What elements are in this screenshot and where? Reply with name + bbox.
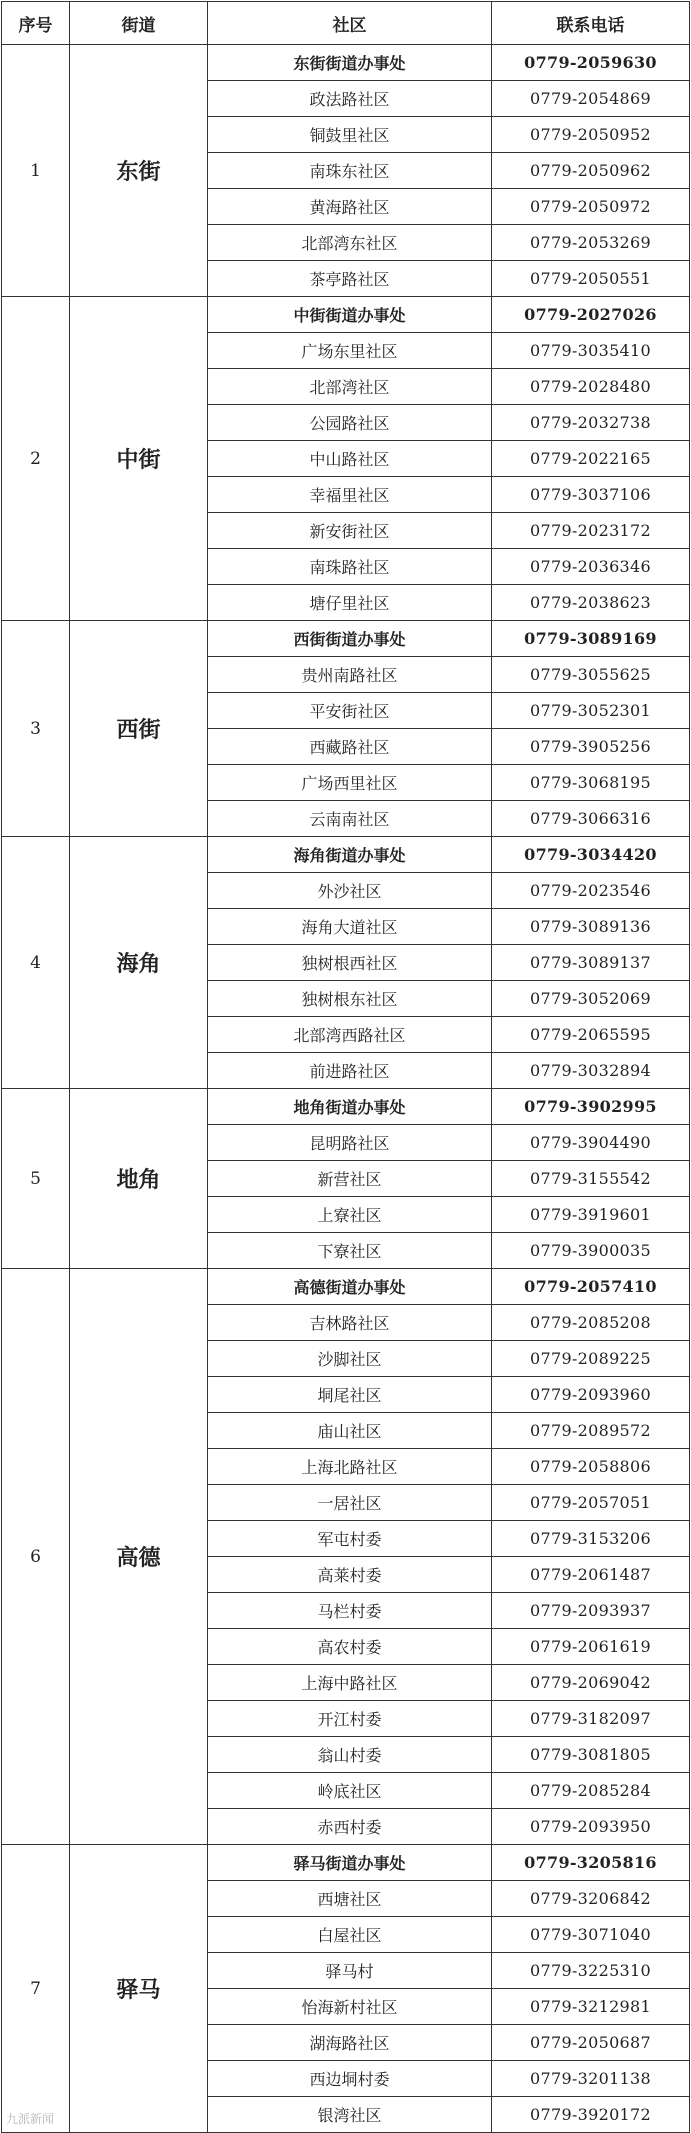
community-cell: 政法路社区 — [208, 81, 492, 117]
table-body — [2, 45, 690, 2133]
street-cell: 西街 — [70, 621, 208, 837]
office-row — [2, 1269, 690, 1305]
office-row — [2, 837, 690, 873]
community-cell: 西边垌村委 — [208, 2061, 492, 2097]
phone-cell: 0779-2054869 — [492, 81, 690, 117]
phone-cell: 0779-3920172 — [492, 2097, 690, 2133]
phone-cell: 0779-3089137 — [492, 945, 690, 981]
phone-cell: 0779-2032738 — [492, 405, 690, 441]
header-row — [2, 2, 690, 45]
phone-cell: 0779-3212981 — [492, 1989, 690, 2025]
phone-cell: 0779-2057410 — [492, 1269, 690, 1305]
community-cell: 下寮社区 — [208, 1233, 492, 1269]
community-cell: 垌尾社区 — [208, 1377, 492, 1413]
community-cell: 赤西村委 — [208, 1809, 492, 1845]
phone-cell: 0779-3089169 — [492, 621, 690, 657]
community-cell: 东街街道办事处 — [208, 45, 492, 81]
community-cell: 广场东里社区 — [208, 333, 492, 369]
phone-cell: 0779-2089225 — [492, 1341, 690, 1377]
contact-table — [1, 1, 690, 2133]
phone-cell: 0779-2050551 — [492, 261, 690, 297]
phone-cell: 0779-3902995 — [492, 1089, 690, 1125]
community-cell: 上海中路社区 — [208, 1665, 492, 1701]
community-cell: 塘仔里社区 — [208, 585, 492, 621]
phone-cell: 0779-3052069 — [492, 981, 690, 1017]
seq-cell: 6 — [2, 1269, 70, 1845]
community-cell: 一居社区 — [208, 1485, 492, 1521]
community-cell: 西藏路社区 — [208, 729, 492, 765]
phone-cell: 0779-2050687 — [492, 2025, 690, 2061]
phone-cell: 0779-3225310 — [492, 1953, 690, 1989]
phone-cell: 0779-3206842 — [492, 1881, 690, 1917]
phone-cell: 0779-2050962 — [492, 153, 690, 189]
phone-cell: 0779-2038623 — [492, 585, 690, 621]
community-cell: 中街街道办事处 — [208, 297, 492, 333]
street-cell: 高德 — [70, 1269, 208, 1845]
phone-cell: 0779-2069042 — [492, 1665, 690, 1701]
community-cell: 南珠路社区 — [208, 549, 492, 585]
seq-cell: 4 — [2, 837, 70, 1089]
office-row — [2, 1845, 690, 1881]
phone-cell: 0779-3071040 — [492, 1917, 690, 1953]
community-cell: 独树根西社区 — [208, 945, 492, 981]
street-cell: 地角 — [70, 1089, 208, 1269]
phone-cell: 0779-3155542 — [492, 1161, 690, 1197]
community-cell: 昆明路社区 — [208, 1125, 492, 1161]
phone-cell: 0779-3153206 — [492, 1521, 690, 1557]
community-cell: 湖海路社区 — [208, 2025, 492, 2061]
phone-cell: 0779-2028480 — [492, 369, 690, 405]
community-cell: 幸福里社区 — [208, 477, 492, 513]
phone-cell: 0779-2027026 — [492, 297, 690, 333]
community-cell: 海角街道办事处 — [208, 837, 492, 873]
community-cell: 外沙社区 — [208, 873, 492, 909]
phone-cell: 0779-3052301 — [492, 693, 690, 729]
phone-cell: 0779-2053269 — [492, 225, 690, 261]
office-row — [2, 1089, 690, 1125]
community-cell: 西塘社区 — [208, 1881, 492, 1917]
phone-cell: 0779-3089136 — [492, 909, 690, 945]
community-cell: 茶亭路社区 — [208, 261, 492, 297]
phone-cell: 0779-2093950 — [492, 1809, 690, 1845]
community-cell: 高德街道办事处 — [208, 1269, 492, 1305]
community-cell: 黄海路社区 — [208, 189, 492, 225]
community-cell: 中山路社区 — [208, 441, 492, 477]
street-cell: 中街 — [70, 297, 208, 621]
community-cell: 南珠东社区 — [208, 153, 492, 189]
community-cell: 海角大道社区 — [208, 909, 492, 945]
community-cell: 独树根东社区 — [208, 981, 492, 1017]
phone-cell: 0779-3900035 — [492, 1233, 690, 1269]
phone-cell: 0779-2085208 — [492, 1305, 690, 1341]
header-phone: 联系电话 — [492, 2, 690, 45]
community-cell: 北部湾东社区 — [208, 225, 492, 261]
phone-cell: 0779-3081805 — [492, 1737, 690, 1773]
office-row — [2, 621, 690, 657]
community-cell: 公园路社区 — [208, 405, 492, 441]
community-cell: 贵州南路社区 — [208, 657, 492, 693]
community-cell: 广场西里社区 — [208, 765, 492, 801]
phone-cell: 0779-2085284 — [492, 1773, 690, 1809]
phone-cell: 0779-3035410 — [492, 333, 690, 369]
community-cell: 白屋社区 — [208, 1917, 492, 1953]
community-cell: 驿马村 — [208, 1953, 492, 1989]
phone-cell: 0779-2023172 — [492, 513, 690, 549]
phone-cell: 0779-3905256 — [492, 729, 690, 765]
street-cell: 驿马 — [70, 1845, 208, 2133]
phone-cell: 0779-3182097 — [492, 1701, 690, 1737]
community-cell: 怡海新村社区 — [208, 1989, 492, 2025]
seq-cell: 3 — [2, 621, 70, 837]
phone-cell: 0779-2050972 — [492, 189, 690, 225]
seq-cell: 2 — [2, 297, 70, 621]
community-cell: 翁山村委 — [208, 1737, 492, 1773]
header-seq: 序号 — [2, 2, 70, 45]
community-cell: 新营社区 — [208, 1161, 492, 1197]
community-cell: 驿马街道办事处 — [208, 1845, 492, 1881]
seq-cell: 1 — [2, 45, 70, 297]
header-street: 街道 — [70, 2, 208, 45]
community-cell: 前进路社区 — [208, 1053, 492, 1089]
community-cell: 铜鼓里社区 — [208, 117, 492, 153]
phone-cell: 0779-3037106 — [492, 477, 690, 513]
community-cell: 岭底社区 — [208, 1773, 492, 1809]
phone-cell: 0779-2023546 — [492, 873, 690, 909]
seq-cell: 5 — [2, 1089, 70, 1269]
phone-cell: 0779-2059630 — [492, 45, 690, 81]
community-cell: 马栏村委 — [208, 1593, 492, 1629]
community-cell: 银湾社区 — [208, 2097, 492, 2133]
community-cell: 云南南社区 — [208, 801, 492, 837]
street-cell: 海角 — [70, 837, 208, 1089]
phone-cell: 0779-3068195 — [492, 765, 690, 801]
community-cell: 沙脚社区 — [208, 1341, 492, 1377]
watermark: 九派新闻 — [6, 2112, 55, 2126]
phone-cell: 0779-3034420 — [492, 837, 690, 873]
phone-cell: 0779-2050952 — [492, 117, 690, 153]
community-cell: 新安街社区 — [208, 513, 492, 549]
street-cell: 东街 — [70, 45, 208, 297]
phone-cell: 0779-2036346 — [492, 549, 690, 585]
phone-cell: 0779-3205816 — [492, 1845, 690, 1881]
office-row — [2, 45, 690, 81]
phone-cell: 0779-2061487 — [492, 1557, 690, 1593]
phone-cell: 0779-3032894 — [492, 1053, 690, 1089]
phone-cell: 0779-3066316 — [492, 801, 690, 837]
community-cell: 庙山社区 — [208, 1413, 492, 1449]
community-cell: 西街街道办事处 — [208, 621, 492, 657]
community-cell: 地角街道办事处 — [208, 1089, 492, 1125]
phone-cell: 0779-2065595 — [492, 1017, 690, 1053]
phone-cell: 0779-2022165 — [492, 441, 690, 477]
phone-cell: 0779-3904490 — [492, 1125, 690, 1161]
community-cell: 北部湾西路社区 — [208, 1017, 492, 1053]
phone-cell: 0779-3919601 — [492, 1197, 690, 1233]
phone-cell: 0779-2093937 — [492, 1593, 690, 1629]
phone-cell: 0779-2093960 — [492, 1377, 690, 1413]
office-row — [2, 297, 690, 333]
phone-cell: 0779-2058806 — [492, 1449, 690, 1485]
community-cell: 军屯村委 — [208, 1521, 492, 1557]
community-cell: 开江村委 — [208, 1701, 492, 1737]
seq-cell: 7 — [2, 1845, 70, 2133]
phone-cell: 0779-2061619 — [492, 1629, 690, 1665]
community-cell: 高农村委 — [208, 1629, 492, 1665]
phone-cell: 0779-2057051 — [492, 1485, 690, 1521]
phone-cell: 0779-3055625 — [492, 657, 690, 693]
phone-cell: 0779-2089572 — [492, 1413, 690, 1449]
community-cell: 吉林路社区 — [208, 1305, 492, 1341]
header-community: 社区 — [208, 2, 492, 45]
community-cell: 高莱村委 — [208, 1557, 492, 1593]
community-cell: 上海北路社区 — [208, 1449, 492, 1485]
community-cell: 平安街社区 — [208, 693, 492, 729]
community-cell: 上寮社区 — [208, 1197, 492, 1233]
phone-cell: 0779-3201138 — [492, 2061, 690, 2097]
community-cell: 北部湾社区 — [208, 369, 492, 405]
